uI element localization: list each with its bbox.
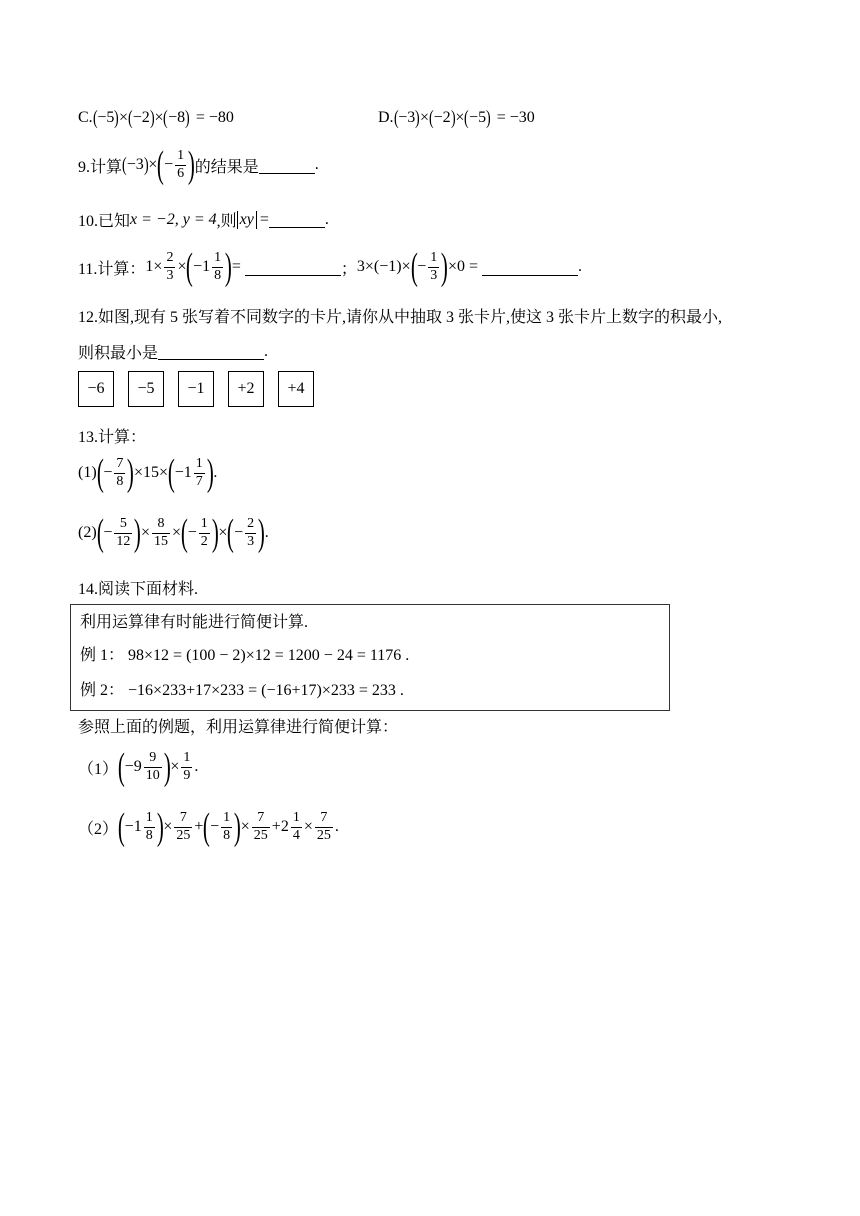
q8-option-c: C. ( −5 ) × ( −2 ) × ( −8 ) = −80: [78, 107, 234, 129]
question-10: 10.已知 x = −2, y = 4 ,则 xy = .: [78, 210, 329, 230]
question-14-part-2: （2） ( −1 $\frac{1}{8}$ ) × $\frac{7}{25}$ + ( − $\frac{1}{8}$ ) × $\frac{7}{25}$ + 2 $\frac{1}{4}$ × $\frac{7}{25}$ .: [78, 806, 339, 848]
number-cards: [78, 371, 314, 407]
question-12-line2: 则积最小是 .: [78, 342, 269, 362]
question-9: 9.计算 ( −3 ) × ( − $\frac{1}{6}$ ) 的结果是 .: [78, 144, 319, 186]
number-card: −6: [78, 371, 114, 407]
answer-blank-2[interactable]: [482, 259, 578, 276]
material-box: [70, 604, 670, 711]
answer-blank[interactable]: [259, 157, 315, 174]
question-14-title: 14.阅读下面材料.: [78, 581, 199, 598]
material-intro: 利用运算律有时能进行简便计算.: [80, 614, 309, 631]
question-12-line1: 12.如图,现有 5 张写着不同数字的卡片,请你从中抽取 3 张卡片,使这 3 张卡片上数字的积最小,: [78, 309, 723, 326]
q8-option-c-result: = −80: [195, 109, 234, 126]
question-14-part-1: （1） ( −9 $\frac{9}{10}$ ) × $\frac{1}{9}$ .: [78, 746, 199, 788]
answer-blank[interactable]: [269, 211, 325, 228]
example-1: 例 1： 98×12 = (100 − 2)×12 = 1200 − 24 = 1176 .: [80, 647, 410, 664]
question-11: 11.计算： 1× $\frac{2}{3}$ × ( −1 $\frac{1}{8}$ ) = ； 3×(−1)× ( − $\frac{1}{3}$ ) ×0 = .: [78, 246, 582, 288]
question-13-part-2: (2) ( − $\frac{5}{12}$ ) × $\frac{8}{15}$ × ( − $\frac{1}{2}$ ) × ( − $\frac{2}{3}$ ) .: [78, 512, 269, 554]
answer-blank[interactable]: [158, 343, 264, 360]
question-13-part-1: (1) ( − $\frac{7}{8}$ ) ×15× ( −1 $\frac{1}{7}$ ) .: [78, 452, 218, 494]
question-13-title: 13.计算：: [78, 429, 147, 446]
fraction: $\frac{1}{6}$: [177, 147, 185, 181]
answer-blank-1[interactable]: [245, 259, 341, 276]
q8-option-d-result: = −30: [496, 109, 535, 126]
example-2: 例 2： −16×233+17×233 = (−16+17)×233 = 233 .: [80, 682, 404, 699]
number-card: +4: [278, 371, 314, 407]
number-card: +2: [228, 371, 264, 407]
number-card: −1: [178, 371, 214, 407]
q8-option-d: D. ( −3 ) × ( −2 ) × ( −5 ) = −30: [378, 107, 535, 129]
number-card: −5: [128, 371, 164, 407]
question-14-instruction: 参照上面的例题，利用运算律进行简便计算：: [78, 719, 399, 736]
